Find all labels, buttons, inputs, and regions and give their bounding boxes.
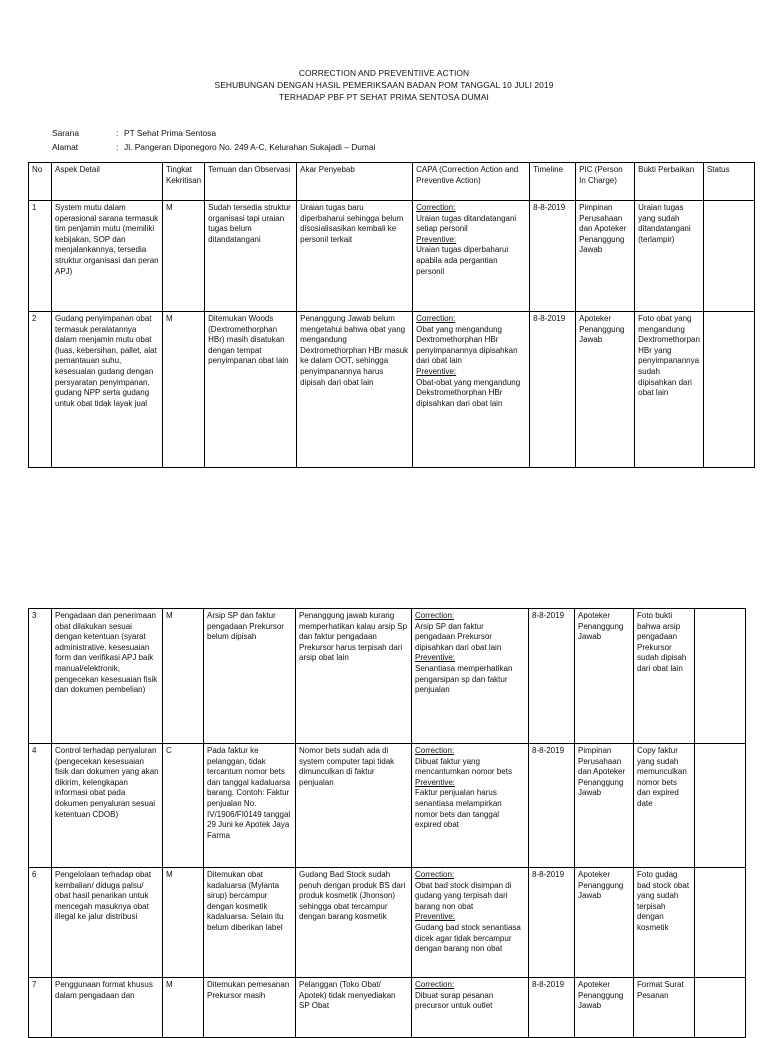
cell-temuan: Ditemukan obat kadaluarsa (Mylanta sirup) bercampur dengan kosmetik kadaluarsa. Selain itu belum diberikan label	[204, 868, 296, 978]
table-row	[29, 312, 755, 468]
cell-aspek: Pengelolaan terhadap obat kembalian/ diduga palsu/ obat hasil penarikan untuk mencegah masuknya obat illegal ke jalur distribusi	[52, 868, 163, 978]
preventive-label: Preventive:	[415, 777, 456, 787]
cell-no: 6	[29, 868, 52, 978]
preventive-label: Preventive:	[415, 653, 456, 663]
cell-temuan: Pada faktur ke pelanggan, tidak tercantum nomor bets dan tanggal kadaluarsa barang. Contoh: Faktur penjualan No. IV/1906/FI0149 tanggal 29 Juni ke Apotek Jaya Farma	[204, 744, 296, 868]
cell-no: 1	[29, 201, 52, 312]
table-row	[29, 609, 746, 744]
cell-status	[695, 978, 746, 1038]
cell-status	[695, 744, 746, 868]
table-row	[29, 201, 755, 312]
meta-alamat	[52, 140, 375, 154]
preventive-text: Uraian tugas diperbaharui apabila ada pergantian personil	[416, 245, 509, 276]
correction-text: Dibuat faktur yang mencantumkan nomor bets	[415, 756, 512, 777]
sarana-value: PT Sehat Prima Sentosa	[124, 128, 217, 138]
correction-text: Uraian tugas ditandatangani setiap personil	[416, 213, 517, 234]
correction-label: Correction:	[415, 611, 455, 620]
cell-aspek: Gudang penyimpanan obat termasuk peralatannya dalam menjamin mutu obat (luas, kebersihan, pallet, alat pemantauan suhu, kesesuaian gudang dengan persyaratan penyimpanan, gudang NPP serta gudang untuk obat tidak layak jual	[52, 312, 163, 468]
alamat-value: Jl. Pangeran Diponegoro No. 249 A-C, Kelurahan Sukajadi – Dumai	[124, 142, 376, 152]
cell-aspek: Penggunaan format khusus dalam pengadaan dan	[52, 978, 163, 1038]
preventive-text: Gudang bad stock senantiasa dicek agar tidak bercampur dengan barang non obat	[415, 922, 521, 954]
cell-no: 3	[29, 609, 52, 744]
cell-pic: Apoteker Penanggung Jawab	[575, 609, 634, 744]
cell-bukti: Foto gudag bad stock obat yang sudah terpisah dengan kosmetik	[634, 868, 695, 978]
cell-status	[695, 868, 746, 978]
cell-akar: Nomor bets sudah ada di system computer tapi tidak dimunculkan di faktur penjualan	[296, 744, 412, 868]
correction-text: Obat bad stock disimpan di gudang yang terpisah dari barang non obat	[415, 880, 512, 911]
alamat-label: Alamat	[52, 142, 79, 152]
header-capa: CAPA (Correction Action and Preventive Action)	[413, 163, 530, 201]
cell-timeline: 8-8-2019	[530, 201, 576, 312]
cell-temuan: Arsip SP dan faktur pengadaan Prekursor belum dipisah	[204, 609, 296, 744]
cell-aspek: Pengadaan dan penerimaan obat dilakukan sesuai dengan ketentuan (syarat administrative, kesesuaian form dan verifikasi APJ baik manual/elektronik, pengecekan kesesuaian fisik dan dokumen pembelian)	[52, 609, 163, 744]
alamat-colon: :	[116, 142, 119, 152]
cell-capa	[412, 744, 529, 868]
header-akar: Akar Penyebab	[297, 163, 413, 201]
cell-pic: Apoteker Penanggung Jawab	[575, 978, 634, 1038]
cell-tingkat: M	[163, 312, 205, 468]
cell-pic: Apoteker Penanggung Jawab	[575, 868, 634, 978]
cell-pic: Pimpinan Perusahaan dan Apoteker Penanggung Jawab	[575, 744, 634, 868]
document-meta	[52, 126, 375, 154]
title-line-2: SEHUBUNGAN DENGAN HASIL PEMERIKSAAN BADAN POM TANGGAL 10 JULI 2019	[214, 80, 554, 90]
cell-timeline: 8-8-2019	[529, 978, 575, 1038]
preventive-text: Faktur penjualan harus senantiasa melampirkan nomor bets dan tanggal expired obat	[415, 788, 502, 830]
preventive-text: Senantiasa memperhatikan pengarsipan sp dan faktur penjualan	[415, 663, 513, 695]
cell-tingkat: C	[163, 744, 204, 868]
cell-no: 7	[29, 978, 52, 1038]
preventive-text: Obat-obat yang mengandung Dekstromethorphan HBr dipisahkan dari obat lain	[416, 377, 521, 408]
cell-tingkat: M	[163, 978, 204, 1038]
correction-label: Correction:	[415, 870, 455, 879]
table-row	[29, 978, 746, 1038]
cell-tingkat: M	[163, 868, 204, 978]
header-bukti: Bukti Perbaikan	[635, 163, 704, 201]
cell-status	[703, 312, 754, 468]
cell-bukti: Foto obat yang mengandung Dextromethorpan HBr yang penyimpanannya sudah dipisahkan dari obat lain	[635, 312, 704, 468]
cell-capa	[413, 312, 530, 468]
title-line-3: TERHADAP PBF PT SEHAT PRIMA SENTOSA DUMAI	[279, 92, 489, 102]
cell-no: 2	[29, 312, 52, 468]
correction-text: Arsip SP dan faktur pengadaan Prekursor dipisahkan dari obat lain	[415, 621, 502, 652]
cell-pic: Pimpinan Perusahaan dan Apoteker Penanggung Jawab	[576, 201, 635, 312]
header-temuan: Temuan dan Observasi	[205, 163, 297, 201]
cell-tingkat: M	[163, 201, 205, 312]
meta-sarana	[52, 126, 375, 140]
sarana-colon: :	[116, 128, 119, 138]
cell-timeline: 8-8-2019	[529, 744, 575, 868]
correction-label: Correction:	[415, 980, 455, 989]
cell-tingkat: M	[163, 609, 204, 744]
cell-bukti: Foto bukti bahwa arsip pengadaan Prekursor sudah dipisah dari obat lain	[634, 609, 695, 744]
cell-temuan: Sudah tersedia struktur organisasi tapi uraian tugas belum ditandatangani	[205, 201, 297, 312]
document-title	[0, 67, 768, 103]
header-tingkat: Tingkat Kekritisan	[163, 163, 205, 201]
correction-label: Correction:	[416, 314, 456, 323]
sarana-label: Sarana	[52, 128, 80, 138]
preventive-label: Preventive:	[416, 234, 457, 244]
cell-timeline: 8-8-2019	[529, 868, 575, 978]
cell-akar: Penanggung jawab kurang memperhatikan kalau arsip Sp dan faktur pengadaan Prekursor harus terpisah dari arsip obat lain	[296, 609, 412, 744]
cell-akar: Uraian tugas baru diperbaharui sehingga belum disosialisasikan kembali ke personil terkait	[297, 201, 413, 312]
cell-aspek: System mutu dalam operasional sarana termasuk tim penjamin mutu (memiliki kebijakan, SOP dan menjalankannya, tersedia struktur organisasi dan peran APJ)	[52, 201, 163, 312]
cell-capa	[412, 868, 529, 978]
cell-bukti: Format Surat Pesanan	[634, 978, 695, 1038]
cell-temuan: Ditemukan Woods (Dextromethorphan HBr) masih disatukan dengan tempat penyimpanan obat lain	[205, 312, 297, 468]
cell-akar: Penanggung Jawab belum mengetahui bahwa obat yang mengandung Dextromethorphan HBr masuk ke dalam OOT, sehingga penyimpanannya harus dipisah dari obat lain	[297, 312, 413, 468]
capa-table-part-1	[28, 162, 755, 468]
cell-capa	[412, 978, 529, 1038]
cell-timeline: 8-8-2019	[529, 609, 575, 744]
cell-capa	[413, 201, 530, 312]
cell-no: 4	[29, 744, 52, 868]
header-timeline: Timeline	[530, 163, 576, 201]
cell-akar: Pelanggan (Toko Obat/ Apotek) tidak menyediakan SP Obat	[296, 978, 412, 1038]
header-pic: PIC (Person In Charge)	[576, 163, 635, 201]
cell-timeline: 8-8-2019	[530, 312, 576, 468]
header-aspek: Aspek Detail	[52, 163, 163, 201]
cell-bukti: Uraian tugas yang sudah ditandatangani (terlampir)	[635, 201, 704, 312]
cell-akar: Gudang Bad Stock sudah penuh dengan produk BS dari produk kosmetik (Jhonson) sehingga obat tercampur dengan barang kosmetik	[296, 868, 412, 978]
correction-text: Dibuat surap pesanan precursor untuk outlet	[415, 990, 494, 1011]
capa-table-part-2	[28, 608, 746, 1038]
cell-pic: Apoteker Penanggung Jawab	[576, 312, 635, 468]
preventive-label: Preventive:	[415, 912, 456, 922]
title-line-1: CORRECTION AND PREVENTIIVE ACTION	[298, 68, 470, 78]
cell-bukti: Copy faktur yang sudah memunculkan nomor bets dan expired date	[634, 744, 695, 868]
table-row	[29, 868, 746, 978]
table-row	[29, 744, 746, 868]
correction-text: Obat yang mengandung Dextromethorphan HBr penyimpanannya dipisahkan dari obat lain	[416, 324, 518, 366]
cell-temuan: Ditemukan pemesanan Prekursor masih	[204, 978, 296, 1038]
table-header-row	[29, 163, 755, 201]
correction-label: Correction:	[415, 746, 455, 755]
cell-capa	[412, 609, 529, 744]
preventive-label: Preventive:	[416, 366, 457, 376]
correction-label: Correction:	[416, 203, 456, 212]
header-no: No	[29, 163, 52, 201]
cell-status	[695, 609, 746, 744]
cell-status	[703, 201, 754, 312]
header-status: Status	[703, 163, 754, 201]
cell-aspek: Control terhadap penyaluran (pengecekan kesesuaian fisik dan dokumen yang akan dikirim, kelengkapan informasi obat pada dokumen penyaluran sesuai ketentuan CDOB)	[52, 744, 163, 868]
